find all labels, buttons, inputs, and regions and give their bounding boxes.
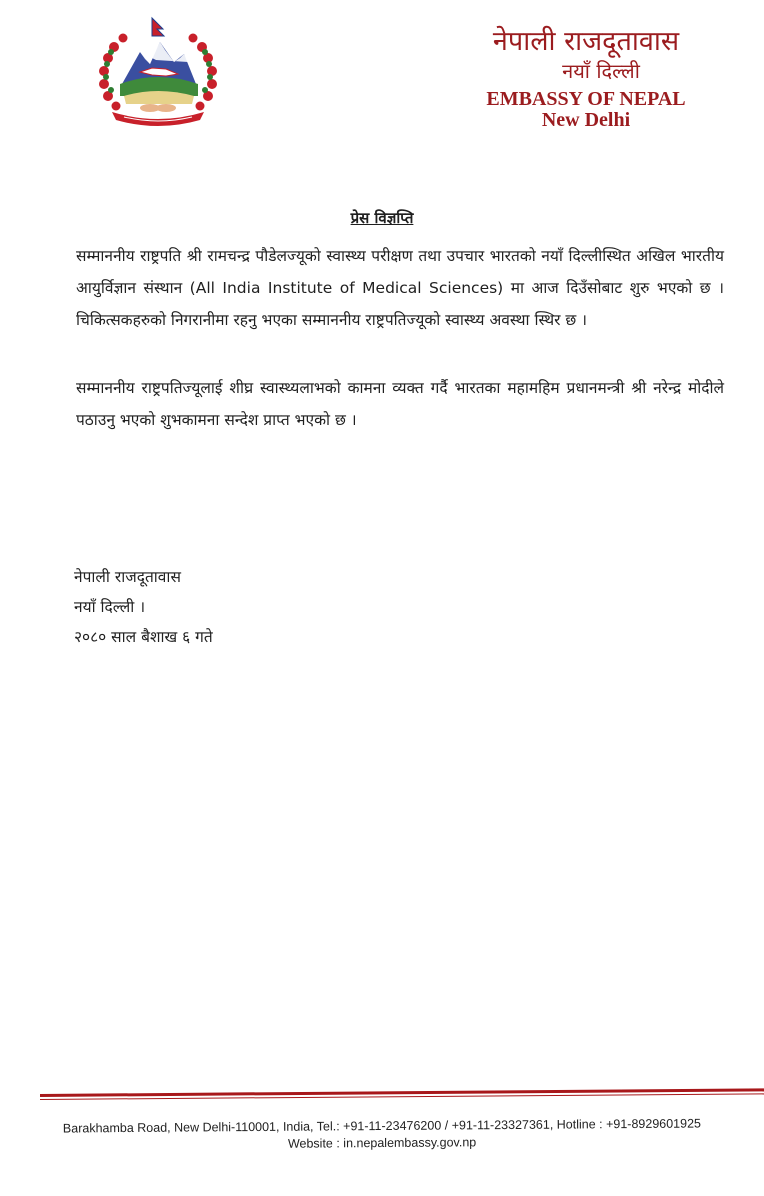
embassy-city-english: New Delhi (541, 109, 631, 131)
footer-website: Website : in.nepalembassy.gov.np (287, 1135, 477, 1151)
body-paragraph: सम्माननीय राष्ट्रपति श्री रामचन्द्र पौडेलज्यूको स्वास्थ्य परीक्षण तथा उपचार भारतको नयाँ दिल्लीस्थित अखिल भारतीय आयुर्विज्ञान संस्थान (All India Institute of Medical Sciences) मा आज दिउँसोबाट शुरु भएको छ । चिकित्सकहरुको निगरानीमा रहनु भएका सम्माननीय राष्ट्रपतिज्यूको स्वास्थ्य अवस्था स्थिर छ । (76, 247, 724, 329)
embassy-name-nepali: नेपाली राजदूतावास (492, 26, 680, 57)
footer-contact (0, 1115, 764, 1155)
signoff-block (74, 562, 213, 652)
document-title (0, 208, 764, 228)
embassy-city-nepali: नयाँ दिल्ली (562, 59, 640, 83)
signoff-city: नयाँ दिल्ली । (74, 598, 146, 616)
signoff-date: २०८० साल बैशाख ६ गते (74, 628, 213, 646)
embassy-name-english: EMBASSY OF NEPAL (486, 88, 686, 110)
body-paragraph: सम्माननीय राष्ट्रपतिज्यूलाई शीघ्र स्वास्थ्यलाभको कामना व्यक्त गर्दै भारतका महामहिम प्रधानमन्त्री श्री नरेन्द्र मोदीले पठाउनु भएको शुभकामना सन्देश प्राप्त भएको छ । (76, 379, 724, 429)
press-release-heading: प्रेस विज्ञप्ति (350, 209, 414, 227)
signoff-embassy: नेपाली राजदूतावास (74, 568, 181, 586)
footer-address: Barakhamba Road, New Delhi-110001, India, Tel.: +91-11-23476200 / +91-11-23327361, Hotline : +91-8929601925 (62, 1116, 702, 1136)
nepal-emblem-icon (94, 14, 222, 126)
letterhead-title (466, 26, 706, 130)
